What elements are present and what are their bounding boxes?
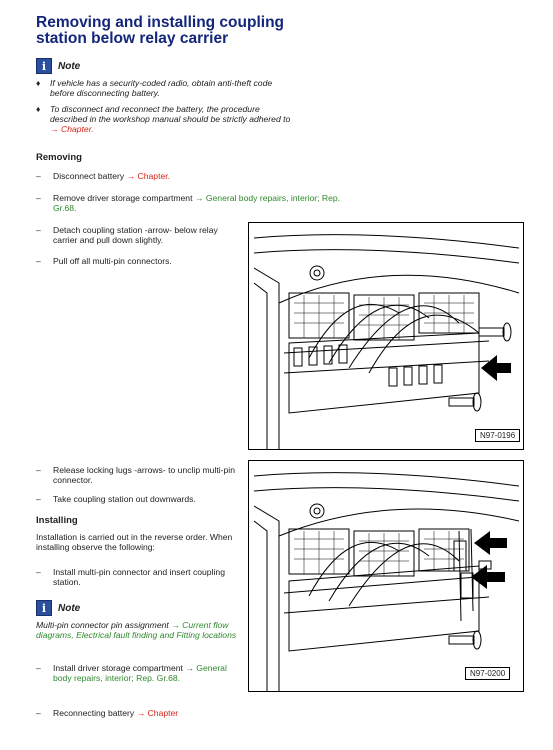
bullet-icon: ♦ xyxy=(36,104,41,114)
note-heading: Note xyxy=(58,60,81,72)
figure-coupling-station-1 xyxy=(248,222,524,450)
step-item: – Disconnect battery → Chapter. xyxy=(36,171,171,181)
note-bullet: ♦ If vehicle has a security-coded radio, obtain anti-theft code before disconnecting battery. xyxy=(36,78,273,98)
figure-coupling-station-2 xyxy=(248,460,524,692)
note-bullet: ♦ To disconnect and reconnect the battery, the procedure described in the workshop manual should be strictly adhered to → Chapter. xyxy=(36,104,291,134)
current-flow-link[interactable]: → Current flow diagrams, Electrical fault finding and Fitting locations xyxy=(36,620,237,640)
note-header xyxy=(36,58,80,74)
figure-drawing xyxy=(249,223,523,449)
step-item: – Reconnecting battery → Chapter xyxy=(36,708,179,718)
figure-drawing xyxy=(249,461,523,691)
installing-heading: Installing xyxy=(36,515,78,526)
bullet-icon: ♦ xyxy=(36,78,41,88)
step-item: – Install driver storage compartment → General body repairs, interior; Rep. Gr.68. xyxy=(36,663,227,683)
installing-intro: Installation is carried out in the reverse order. When installing observe the following: xyxy=(36,532,233,552)
figure-label: N97-0200 xyxy=(465,667,510,680)
step-item: – Install multi-pin connector and insert coupling station. xyxy=(36,567,225,587)
step-item: – Remove driver storage compartment → General body repairs, interior; Rep. Gr.68. xyxy=(36,193,341,213)
step-item: – Release locking lugs -arrows- to unclip multi-pin connector. xyxy=(36,465,235,485)
arrow-icon xyxy=(481,355,511,381)
chapter-link[interactable]: → Chapter. xyxy=(50,124,94,134)
note-header xyxy=(36,600,80,616)
step-item: – Take coupling station out downwards. xyxy=(36,494,196,504)
chapter-link[interactable]: → Chapter xyxy=(136,708,179,718)
figure-label: N97-0196 xyxy=(475,429,520,442)
body-repairs-link[interactable]: → General body repairs, interior; Rep. Gr.68. xyxy=(53,663,227,683)
info-icon: i xyxy=(36,600,52,616)
chapter-link[interactable]: → Chapter. xyxy=(126,171,171,181)
step-item: – Pull off all multi-pin connectors. xyxy=(36,256,172,266)
note-text: Multi-pin connector pin assignment → Current flow diagrams, Electrical fault finding and Fitting locations xyxy=(36,620,237,640)
arrow-icon xyxy=(474,531,507,555)
step-item: – Detach coupling station -arrow- below relay carrier and pull down slightly. xyxy=(36,225,218,245)
page-title: Removing and installing coupling station below relay carrier xyxy=(36,14,285,47)
body-repairs-link[interactable]: → General body repairs, interior; Rep. Gr.68. xyxy=(53,193,341,213)
info-icon: i xyxy=(36,58,52,74)
removing-heading: Removing xyxy=(36,152,82,163)
note-heading: Note xyxy=(58,602,81,614)
